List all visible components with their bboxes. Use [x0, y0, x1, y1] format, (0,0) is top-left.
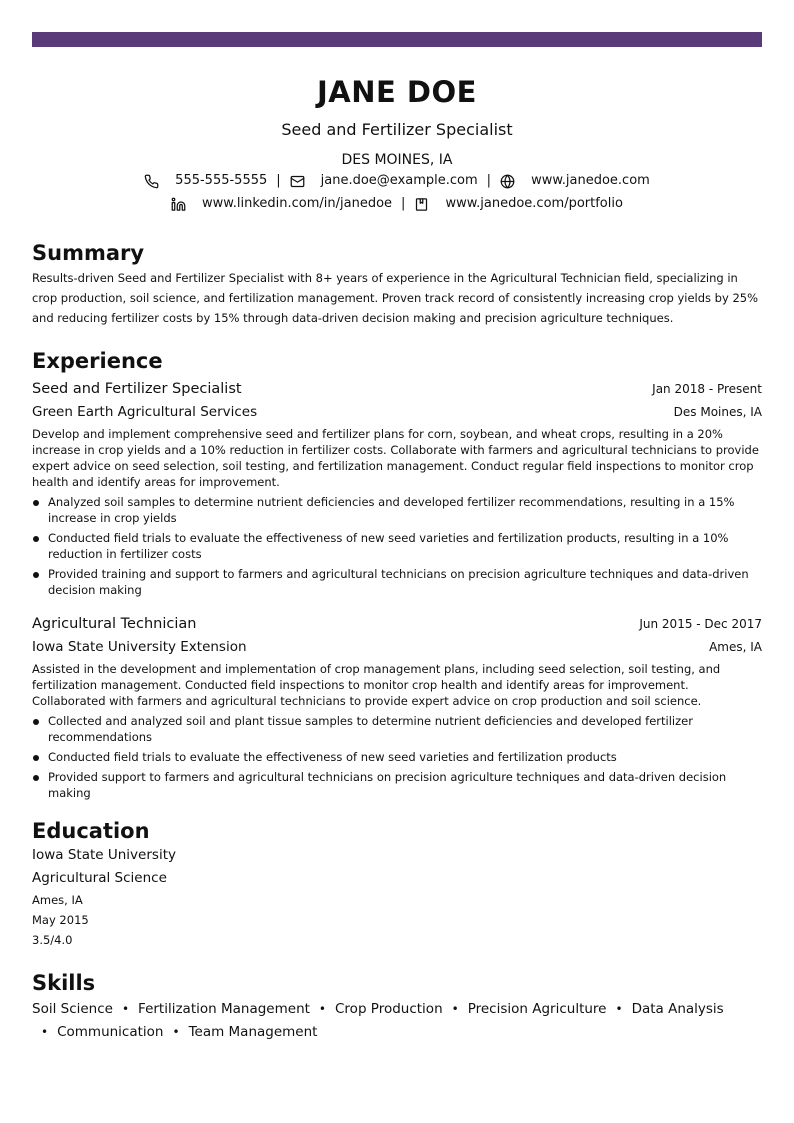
job-description: Develop and implement comprehensive seed and fertilizer plans for corn, soybean, and wheat crops, resulting in a 20% increase in crop yields and a 10% reduction in fertilizer costs. Collaborate with farmers and agricultural technicians to provide expert advice on seed selection, soil testing, and fertilization management. Conduct regular field inspections to monitor crop health and identify areas for improvement. [32, 427, 759, 489]
company-name: Green Earth Agricultural Services [32, 404, 258, 420]
resume-page [32, 32, 762, 1044]
separator: | [276, 173, 281, 188]
list-item [32, 566, 762, 598]
company-name: Iowa State University Extension [32, 639, 247, 655]
email-text: jane.doe@example.com [320, 173, 478, 188]
job-location: Ames, IA [709, 640, 762, 654]
job-location: Des Moines, IA [673, 405, 762, 419]
education-section [32, 818, 762, 950]
bullet-dot [33, 572, 39, 578]
skill-item: Fertilization Management [138, 1001, 310, 1017]
summary-text: Results-driven Seed and Fertilizer Specialist with 8+ years of experience in the Agricultural Technician field, specializing in crop production, soil science, and fertilization management. Proven track record of consistently increasing crop yields by 25% and reducing fertilizer costs by 15% through data-driven decision making and precision agriculture techniques. [32, 271, 759, 325]
skill-separator: • [121, 1002, 130, 1016]
job-bullets [32, 713, 762, 801]
bullet-text: Analyzed soil samples to determine nutrient deficiencies and developed fertilizer recommendations, resulting in a 15% increase in crop yields [48, 495, 735, 525]
email-item[interactable] [290, 172, 478, 190]
skill-separator: • [451, 1002, 459, 1016]
bullet-dot [33, 775, 39, 781]
headline: Seed and Fertilizer Specialist [281, 120, 513, 139]
location: DES MOINES, IA [341, 152, 453, 168]
section-heading-experience: Experience [32, 349, 163, 373]
skill-item: Soil Science [32, 1001, 113, 1017]
section-heading-education: Education [32, 819, 150, 843]
section-heading-summary: Summary [32, 241, 145, 265]
summary-section [32, 240, 762, 328]
bullet-text: Conducted field trials to evaluate the effectiveness of new seed varieties and fertilization products [48, 750, 617, 764]
bullet-dot [33, 500, 39, 506]
graduation-date: May 2015 [32, 913, 89, 927]
phone-item[interactable] [144, 172, 267, 190]
separator: | [401, 196, 406, 211]
candidate-name: JANE DOE [317, 75, 477, 109]
job-dates: Jun 2015 - Dec 2017 [639, 617, 762, 631]
job-title: Agricultural Technician [32, 616, 197, 632]
skills-list [32, 998, 732, 1044]
linkedin-item[interactable] [171, 195, 392, 213]
bullet-text: Provided support to farmers and agricultural technicians on precision agriculture techniques and data-driven decision making [48, 770, 727, 800]
skill-separator: • [615, 1002, 623, 1016]
job-dates: Jan 2018 - Present [652, 382, 762, 396]
bullet-text: Conducted field trials to evaluate the effectiveness of new seed varieties and fertilization products, resulting in a 10% reduction in fertilizer costs [48, 531, 729, 561]
job-description: Assisted in the development and implementation of crop management plans, including seed selection, soil testing, and fertilization management. Conducted field inspections to monitor crop health and identify areas for improvement. Collaborated with farmers and agricultural technicians to provide expert advice on crop production and soil science. [32, 662, 721, 708]
skill-separator: • [172, 1025, 180, 1039]
contact-row [32, 172, 762, 190]
school-name: Iowa State University [32, 847, 176, 863]
experience-section [32, 348, 762, 801]
education-location: Ames, IA [32, 893, 83, 907]
website-item[interactable] [500, 172, 650, 190]
skill-item: Crop Production [335, 1001, 443, 1017]
bullet-dot [33, 719, 39, 725]
portfolio-item[interactable] [414, 195, 623, 213]
website-text: www.janedoe.com [531, 173, 650, 188]
job-entry [32, 378, 762, 598]
bullet-dot [33, 755, 39, 761]
skill-separator: • [41, 1025, 49, 1039]
mail-icon [290, 174, 305, 189]
job-entry [32, 613, 762, 801]
accent-bar [32, 32, 762, 47]
portfolio-text: www.janedoe.com/portfolio [445, 196, 623, 211]
skill-item: Precision Agriculture [467, 1001, 607, 1017]
skill-item: Team Management [188, 1024, 318, 1040]
separator: | [486, 173, 492, 188]
list-item [32, 769, 762, 801]
bullet-text: Collected and analyzed soil and plant tissue samples to determine nutrient deficiencies and developed fertilizer recommendations [48, 714, 693, 744]
bullet-text: Provided training and support to farmers and agricultural technicians on precision agriculture techniques and data-driven decision making [48, 567, 749, 597]
globe-icon [500, 174, 515, 189]
contact-row-2 [32, 195, 762, 213]
list-item [32, 494, 762, 526]
skill-item: Communication [57, 1024, 164, 1040]
section-heading-skills: Skills [32, 971, 96, 995]
list-item [32, 749, 762, 765]
bullet-dot [33, 536, 39, 542]
skill-separator: • [318, 1002, 326, 1016]
skill-item: Data Analysis [631, 1001, 724, 1017]
linkedin-icon [171, 197, 186, 212]
job-bullets [32, 494, 762, 598]
phone-text: 555-555-5555 [175, 173, 268, 188]
gpa: 3.5/4.0 [32, 933, 73, 947]
list-item [32, 713, 762, 745]
degree: Agricultural Science [32, 870, 167, 886]
phone-icon [144, 174, 159, 189]
job-title: Seed and Fertilizer Specialist [32, 381, 242, 397]
skills-section [32, 970, 762, 1044]
linkedin-text: www.linkedin.com/in/janedoe [202, 196, 393, 211]
bookmark-icon [414, 197, 429, 212]
list-item [32, 530, 762, 562]
